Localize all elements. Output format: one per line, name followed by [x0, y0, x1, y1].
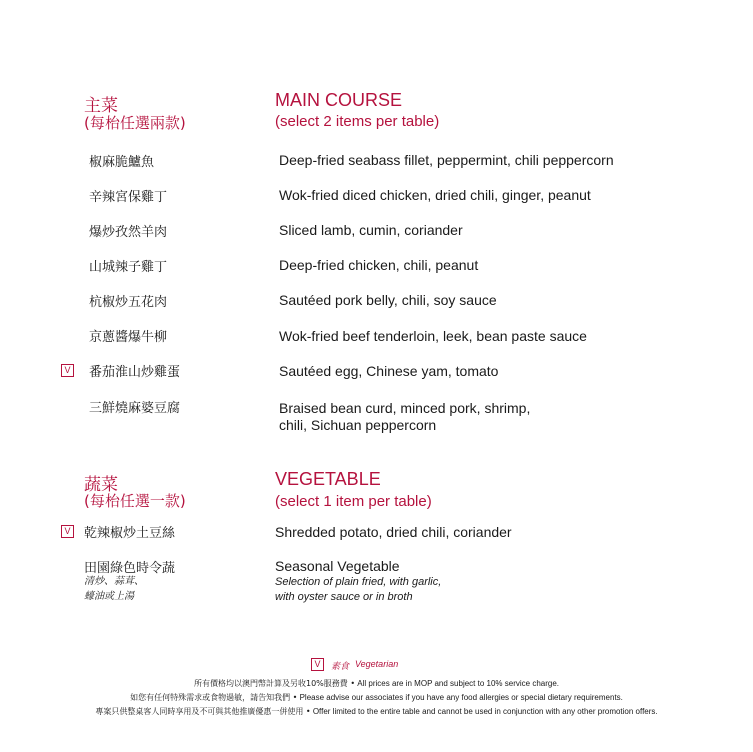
footer-line-offer-terms: [0, 706, 753, 717]
menu-item-zh: 杭椒炒五花肉: [89, 295, 168, 310]
vegetable-title-zh: 蔬菜: [84, 475, 118, 495]
menu-item-zh: 三鮮燒麻婆豆腐: [89, 401, 181, 416]
menu-item-en: Wok-fried beef tenderloin, leek, bean paste sauce: [279, 328, 587, 344]
menu-item-zh: 京蔥醬爆牛柳: [89, 330, 168, 345]
footer-en: Offer limited to the entire table and cannot be used in conjunction with any other promotion offers.: [310, 707, 658, 716]
menu-item-en-note: Selection of plain fried, with garlic,: [275, 576, 442, 588]
menu-item-zh: 乾辣椒炒土豆絲: [84, 526, 176, 541]
menu-item-en-note: with oyster sauce or in broth: [275, 591, 413, 603]
vegetable-subtitle-zh: (每枱任選一款): [84, 492, 186, 510]
menu-item-en: Shredded potato, dried chili, coriander: [275, 524, 512, 540]
footer-zh: 專案只供整桌客人同時享用及不可與其他推廣優惠一併使用 •: [95, 707, 311, 716]
vegetable-subtitle-en: (select 1 item per table): [275, 493, 432, 510]
menu-item-en: Sliced lamb, cumin, coriander: [279, 222, 463, 238]
menu-item-en: Wok-fried diced chicken, dried chili, ginger, peanut: [279, 187, 591, 203]
main-course-subtitle-en: (select 2 items per table): [275, 113, 440, 130]
menu-item-en-line2: chili, Sichuan peppercorn: [279, 417, 437, 433]
main-course-title-zh: 主菜: [84, 96, 118, 116]
vegetable-title-en: VEGETABLE: [275, 469, 381, 489]
menu-item-en: Sautéed egg, Chinese yam, tomato: [279, 363, 499, 379]
menu-item-en: Sautéed pork belly, chili, soy sauce: [279, 292, 497, 308]
vegetarian-legend-label-zh: 素食: [331, 662, 350, 672]
footer-en: All prices are in MOP and subject to 10% service charge.: [355, 679, 559, 688]
menu-item-zh: 椒麻脆鱸魚: [89, 155, 155, 170]
footer-zh: 如您有任何特殊需求或食物過敏，請告知我們 •: [130, 693, 298, 702]
footer-line-service-charge: [0, 678, 753, 689]
menu-item-en: Seasonal Vegetable: [275, 558, 400, 574]
menu-item-zh: 山城辣子雞丁: [89, 260, 168, 275]
vegetarian-legend-icon: V: [311, 658, 324, 671]
menu-item-zh-note: 清炒、蒜茸、: [84, 576, 144, 587]
menu-item-en-line1: Braised bean curd, minced pork, shrimp,: [279, 400, 531, 416]
menu-item-zh: 辛辣宮保雞丁: [89, 190, 168, 205]
vegetarian-icon: V: [61, 525, 74, 538]
main-course-subtitle-zh: (每枱任選兩款): [84, 114, 186, 132]
vegetarian-legend-label-en: Vegetarian: [355, 659, 399, 669]
menu-item-zh: 爆炒孜然羊肉: [89, 225, 168, 240]
menu-item-en: Deep-fried chicken, chili, peanut: [279, 257, 479, 273]
menu-item-zh: 田園綠色時令蔬: [84, 561, 176, 576]
menu-item-zh: 番茄淮山炒雞蛋: [89, 365, 181, 380]
vegetarian-icon: V: [61, 364, 74, 377]
footer-zh: 所有價格均以澳門幣計算及另收10%服務費 •: [194, 679, 356, 688]
footer-en: Please advise our associates if you have any food allergies or special dietary requirements.: [297, 693, 623, 702]
menu-item-en: Deep-fried seabass fillet, peppermint, chili peppercorn: [279, 152, 614, 168]
main-course-title-en: MAIN COURSE: [275, 90, 403, 110]
menu-item-zh-note: 蠔油或上湯: [84, 591, 134, 602]
footer-line-allergies: [0, 692, 753, 703]
